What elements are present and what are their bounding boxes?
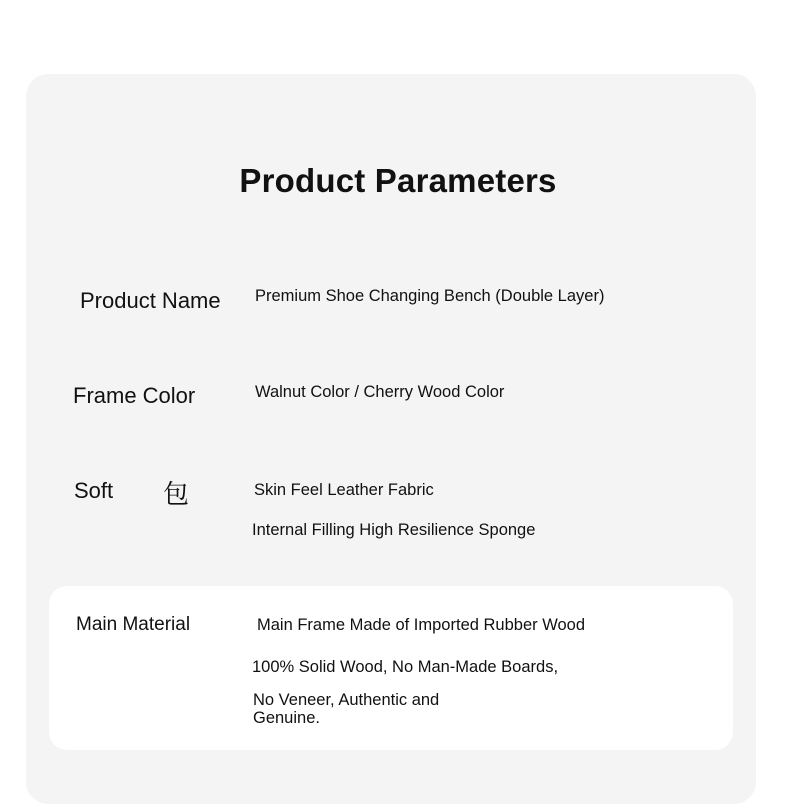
main-material-value-frame: Main Frame Made of Imported Rubber Wood <box>257 616 586 634</box>
soft-value-fabric: Skin Feel Leather Fabric <box>254 481 434 499</box>
product-name-value: Premium Shoe Changing Bench (Double Layer) <box>255 287 605 305</box>
frame-color-label: Frame Color <box>73 383 196 408</box>
soft-label-char: 包 <box>163 479 190 509</box>
main-material-label: Main Material <box>76 614 191 635</box>
product-name-label: Product Name <box>80 288 221 313</box>
soft-label: Soft <box>74 478 114 503</box>
soft-value-filling: Internal Filling High Resilience Sponge <box>252 521 536 539</box>
page-title: Product Parameters <box>239 162 557 199</box>
main-material-value-genuine: Genuine. <box>253 709 320 727</box>
main-material-value-solid: 100% Solid Wood, No Man-Made Boards, <box>252 658 559 676</box>
main-material-value-veneer: No Veneer, Authentic and <box>253 691 440 709</box>
frame-color-value: Walnut Color / Cherry Wood Color <box>255 383 505 401</box>
